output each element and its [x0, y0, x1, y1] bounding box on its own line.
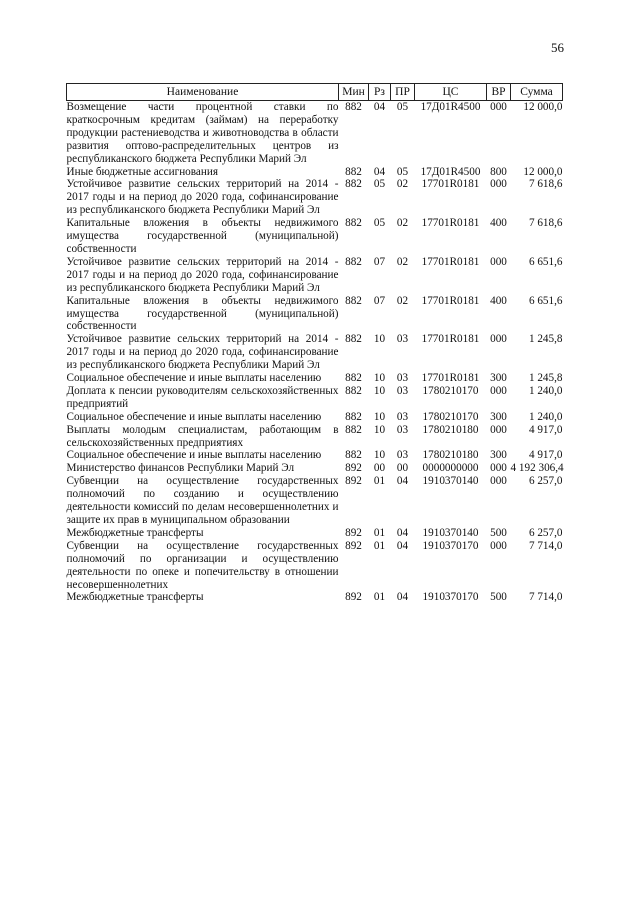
header-rz: Рз [369, 84, 391, 101]
page-number: 56 [551, 40, 564, 55]
cell-name: Устойчивое развитие сельских территорий на 2014 - 2017 годы и на период до 2020 года, софинансирование из республиканского бюджета Республики Марий Эл [66, 255, 339, 294]
cell-cs: 1910370170 [422, 591, 479, 604]
cell-cs: 1780210180 [422, 449, 479, 462]
cell-cs: 1780210180 [422, 423, 479, 436]
cell-rz: 01 [373, 591, 386, 604]
cell-name: Устойчивое развитие сельских территорий на 2014 - 2017 годы и на период до 2020 года, софинансирование из республиканского бюджета Республики Марий Эл [66, 333, 339, 372]
cell-sum: 12 000,0 [523, 101, 563, 113]
cell-rz: 07 [373, 294, 386, 307]
budget-table [66, 83, 563, 604]
cell-vr: 000 [490, 384, 507, 397]
cell-rz: 01 [373, 526, 386, 539]
cell-name: Социальное обеспечение и иные выплаты населению [66, 449, 322, 462]
cell-name: Капитальные вложения в объекты недвижимого имущества государственной (муниципальной) собственности [66, 294, 339, 333]
table-row [67, 333, 563, 372]
cell-vr: 500 [490, 526, 507, 539]
table-row [67, 295, 563, 334]
cell-vr: 300 [490, 372, 507, 385]
cell-rz: 04 [373, 165, 386, 178]
cell-cs: 1780210170 [422, 410, 479, 423]
header-vr: ВР [487, 84, 511, 101]
cell-rz: 05 [373, 178, 386, 191]
header-sum: Сумма [511, 84, 563, 101]
cell-sum: 7 714,0 [528, 591, 563, 604]
cell-pr: 04 [396, 526, 409, 539]
cell-name: Социальное обеспечение и иные выплаты населению [66, 372, 322, 385]
cell-pr: 03 [396, 423, 409, 436]
cell-vr: 300 [490, 410, 507, 423]
cell-min: 882 [345, 255, 362, 268]
table-row [67, 178, 563, 217]
cell-min: 882 [345, 372, 362, 385]
cell-pr: 03 [396, 384, 409, 397]
cell-min: 882 [345, 294, 362, 307]
cell-cs: 17Д01R4500 [420, 165, 481, 178]
cell-pr: 02 [396, 255, 409, 268]
header-name: Наименование [67, 84, 339, 101]
cell-vr: 000 [490, 462, 507, 475]
cell-vr: 000 [490, 423, 507, 436]
cell-name: Устойчивое развитие сельских территорий на 2014 - 2017 годы и на период до 2020 года, софинансирование из республиканского бюджета Республики Марий Эл [66, 178, 339, 217]
cell-vr: 400 [490, 217, 507, 230]
cell-sum: 7 618,6 [528, 178, 563, 191]
table-row [67, 256, 563, 295]
cell-rz: 04 [373, 101, 386, 113]
cell-cs: 17701R0181 [421, 178, 480, 191]
cell-cs: 1910370140 [422, 526, 479, 539]
cell-rz: 05 [373, 217, 386, 230]
cell-rz: 01 [373, 475, 386, 488]
table-row [67, 462, 563, 475]
cell-rz: 10 [373, 449, 386, 462]
cell-rz: 10 [373, 384, 386, 397]
cell-min: 892 [345, 591, 362, 604]
cell-rz: 10 [373, 423, 386, 436]
cell-name: Субвенции на осуществление государственных полномочий по организации и осуществлению деятельности по опеке и попечительству в отношении несовершеннолетних [66, 539, 339, 591]
table-row [67, 475, 563, 527]
cell-min: 892 [345, 526, 362, 539]
cell-rz: 10 [373, 372, 386, 385]
cell-vr: 000 [490, 178, 507, 191]
cell-vr: 000 [490, 539, 507, 552]
cell-sum: 4 917,0 [528, 423, 563, 436]
table-row [67, 101, 563, 166]
cell-sum: 7 714,0 [528, 539, 563, 552]
cell-sum: 6 257,0 [528, 475, 563, 488]
cell-sum: 12 000,0 [523, 165, 563, 178]
cell-vr: 000 [490, 255, 507, 268]
cell-rz: 07 [373, 255, 386, 268]
cell-sum: 6 651,6 [528, 255, 563, 268]
cell-cs: 1910370170 [422, 539, 479, 552]
cell-sum: 6 257,0 [528, 526, 563, 539]
cell-pr: 04 [396, 539, 409, 552]
cell-pr: 03 [396, 372, 409, 385]
cell-min: 882 [345, 217, 362, 230]
cell-cs: 17701R0181 [421, 255, 480, 268]
cell-vr: 000 [490, 333, 507, 346]
cell-min: 882 [345, 410, 362, 423]
cell-min: 882 [345, 178, 362, 191]
cell-pr: 03 [396, 410, 409, 423]
cell-cs: 17701R0181 [421, 217, 480, 230]
table-row [67, 385, 563, 411]
cell-name: Субвенции на осуществление государственных полномочий по созданию и осуществлению деятельности комиссий по делам несовершеннолетних и защите их прав в муниципальном образовании [66, 475, 339, 526]
cell-cs: 17701R0181 [421, 333, 480, 346]
cell-cs: 17Д01R4500 [420, 101, 481, 113]
cell-vr: 000 [490, 475, 507, 488]
cell-pr: 02 [396, 178, 409, 191]
cell-pr: 02 [396, 294, 409, 307]
cell-min: 892 [345, 462, 362, 475]
table-row [67, 217, 563, 256]
cell-name: Иные бюджетные ассигнования [66, 165, 218, 178]
cell-name: Министерство финансов Республики Марий Эл [66, 462, 295, 475]
table-row [67, 591, 563, 604]
cell-rz: 10 [373, 410, 386, 423]
header-cs: ЦС [415, 84, 487, 101]
cell-vr: 000 [490, 101, 507, 113]
header-min: Мин [339, 84, 369, 101]
cell-vr: 400 [490, 294, 507, 307]
cell-vr: 300 [490, 449, 507, 462]
cell-min: 882 [345, 333, 362, 346]
cell-rz: 10 [373, 333, 386, 346]
cell-name: Доплата к пенсии руководителям сельскохозяйственных предприятий [66, 384, 339, 410]
cell-min: 882 [345, 101, 362, 113]
header-pr: ПР [391, 84, 415, 101]
cell-name: Капитальные вложения в объекты недвижимого имущества государственной (муниципальной) собственности [66, 217, 339, 255]
cell-sum: 7 618,6 [528, 217, 563, 230]
cell-min: 882 [345, 165, 362, 178]
cell-name: Социальное обеспечение и иные выплаты населению [66, 410, 322, 423]
cell-vr: 800 [490, 165, 507, 178]
cell-min: 882 [345, 423, 362, 436]
cell-sum: 1 245,8 [528, 333, 563, 346]
cell-pr: 03 [396, 449, 409, 462]
cell-name: Межбюджетные трансферты [66, 591, 204, 604]
cell-cs: 1780210170 [422, 384, 479, 397]
cell-sum: 6 651,6 [528, 294, 563, 307]
cell-pr: 00 [396, 462, 409, 475]
cell-min: 892 [345, 475, 362, 488]
cell-pr: 03 [396, 333, 409, 346]
cell-pr: 04 [396, 475, 409, 488]
cell-vr: 500 [490, 591, 507, 604]
cell-pr: 02 [396, 217, 409, 230]
table-header-row [67, 84, 563, 101]
table-row [67, 449, 563, 462]
cell-rz: 00 [373, 462, 386, 475]
table-row [67, 424, 563, 450]
cell-cs: 17701R0181 [421, 372, 480, 385]
cell-sum: 1 240,0 [528, 384, 563, 397]
cell-sum: 4 192 306,4 [510, 462, 564, 475]
cell-cs: 17701R0181 [421, 294, 480, 307]
cell-name: Межбюджетные трансферты [66, 526, 204, 539]
cell-min: 892 [345, 539, 362, 552]
cell-cs: 0000000000 [422, 462, 479, 475]
cell-name: Выплаты молодым специалистам, работающим в сельскохозяйственных предприятиях [66, 423, 339, 449]
cell-sum: 1 240,0 [528, 410, 563, 423]
cell-name: Возмещение части процентной ставки по краткосрочным кредитам (займам) на переработку продукции растениеводства и животноводства в области развития оптово-распределительных центров из республиканского бюджета Республики Марий Эл [66, 101, 339, 165]
cell-pr: 04 [396, 591, 409, 604]
table-row [67, 540, 563, 592]
cell-pr: 05 [396, 165, 409, 178]
cell-pr: 05 [396, 101, 409, 113]
table-row [67, 166, 563, 179]
cell-min: 882 [345, 384, 362, 397]
cell-sum: 1 245,8 [528, 372, 563, 385]
table-row [67, 372, 563, 385]
cell-cs: 1910370140 [422, 475, 479, 488]
cell-rz: 01 [373, 539, 386, 552]
table-row [67, 527, 563, 540]
cell-min: 882 [345, 449, 362, 462]
table-row [67, 411, 563, 424]
cell-sum: 4 917,0 [528, 449, 563, 462]
